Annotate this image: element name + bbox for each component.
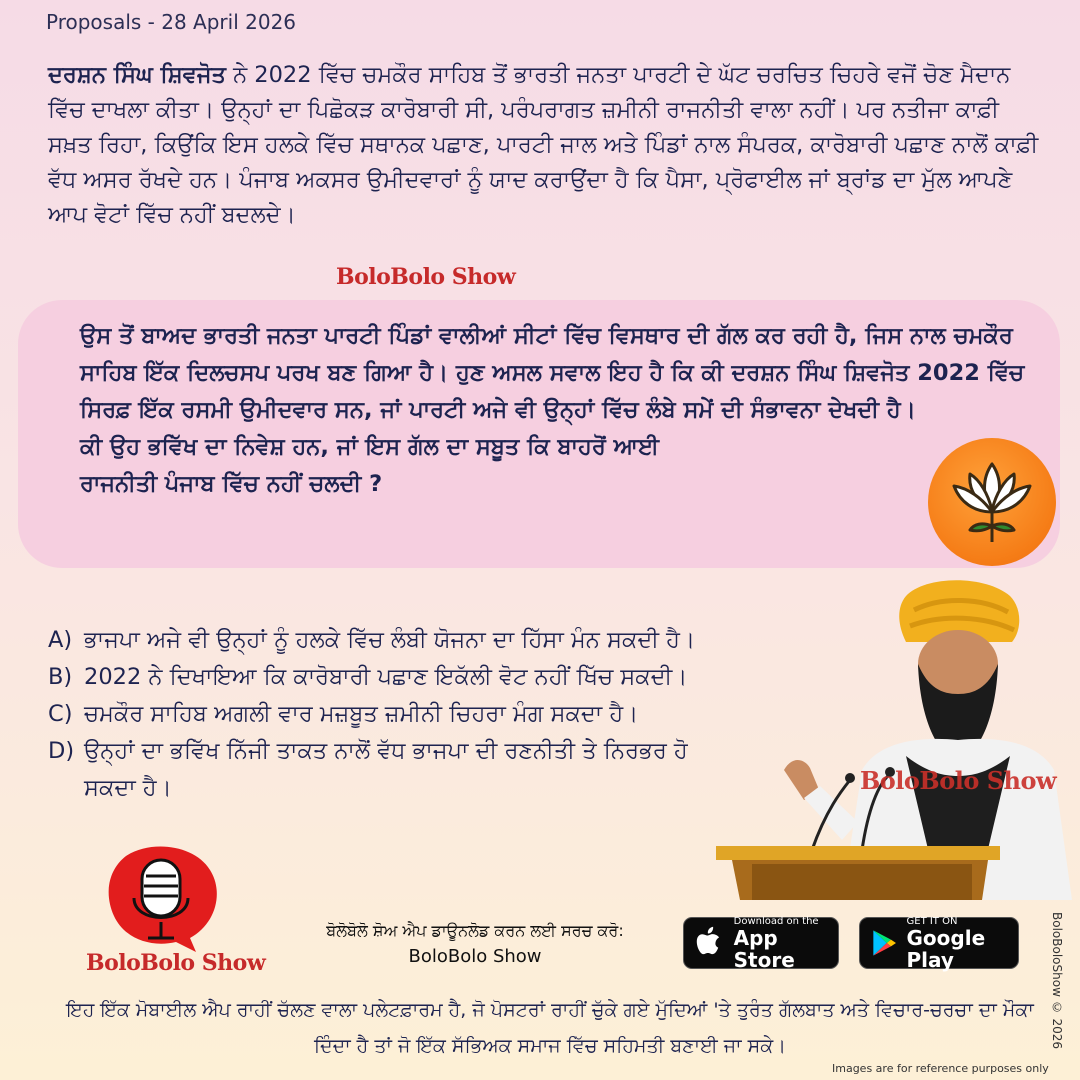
quote-line-3: ਰਾਜਨੀਤੀ ਪੰਜਾਬ ਵਿੱਚ ਨਹੀਂ ਚਲਦੀ ? (80, 471, 383, 497)
bjp-logo (928, 438, 1056, 566)
quote-text (80, 318, 1040, 503)
download-text (250, 918, 700, 970)
footer-text: ਇਹ ਇੱਕ ਮੋਬਾਈਲ ਐਪ ਰਾਹੀਂ ਚੱਲਣ ਵਾਲਾ ਪਲੇਟਫ਼ਾਰਮ ਹੈ, ਜੋ ਪੋਸਟਰਾਂ ਰਾਹੀਂ ਚੁੱਕੇ ਗਏ ਮੁੱਦਿਆਂ 'ਤੇ ਤੁਰੰਤ ਗੱਲਬਾਤ ਅਤੇ ਵਿਚਾਰ-ਚਰਚਾ ਦਾ ਮੌਕਾ ਦਿੰਦਾ ਹੈ ਤਾਂ ਜੋ ਇੱਕ ਸੱਭਿਅਕ ਸਮਾਜ ਵਿੱਚ ਸਹਿਮਤੀ ਬਣਾਈ ਜਾ ਸਕੇ। (66, 999, 1034, 1057)
option-c: C) ਚਮਕੌਰ ਸਾਹਿਬ ਅਗਲੀ ਵਾਰ ਮਜ਼ਬੂਤ ਜ਼ਮੀਨੀ ਚਿਹਰਾ ਮੰਗ ਸਕਦਾ ਹੈ। (48, 701, 639, 727)
quote-line-2: ਕੀ ਉਹ ਭਵਿੱਖ ਦਾ ਨਿਵੇਸ਼ ਹਨ, ਜਾਂ ਇਸ ਗੱਲ ਦਾ ਸਬੂਤ ਕਿ ਬਾਹਰੋਂ ਆਈ (80, 434, 659, 460)
option-b: B) 2022 ਨੇ ਦਿਖਾਇਆ ਕਿ ਕਾਰੋਬਾਰੀ ਪਛਾਣ ਇਕੱਲੀ ਵੋਟ ਨਹੀਂ ਖਿੱਚ ਸਕਦੀ। (48, 664, 688, 690)
app-store-button[interactable] (683, 915, 839, 972)
option-d: D) ਉਨ੍ਹਾਂ ਦਾ ਭਵਿੱਖ ਨਿੱਜੀ ਤਾਕਤ ਨਾਲੋਂ ਵੱਧ ਭਾਜਪਾ ਦੀ ਰਣਨੀਤੀ ਤੇ ਨਿਰਭਰ ਹੋ ਸਕਦਾ ਹੈ। (48, 738, 688, 801)
google-play-big-label: Google Play (906, 925, 986, 972)
intro-name: ਦਰਸ਼ਨ ਸਿੰਘ ਸ਼ਿਵਜੋਤ (48, 62, 226, 88)
reference-note: Images are for reference purposes only (832, 1062, 1049, 1075)
lotus-icon (928, 438, 1056, 566)
download-prompt: ਬੋਲੋਬੋਲੋ ਸ਼ੋਅ ਐਪ ਡਾਊਨਲੋਡ ਕਰਨ ਲਈ ਸਰਚ ਕਰੋ: (326, 921, 624, 940)
app-store-small-label: Download on the (733, 915, 819, 927)
app-store-big-label: App Store (733, 925, 795, 972)
podcast-logo (96, 846, 236, 954)
speaker-illustration (692, 560, 1078, 900)
google-play-small-label: GET IT ON (906, 915, 958, 927)
intro-paragraph (48, 58, 1048, 233)
google-play-button[interactable] (859, 915, 1019, 972)
brand-watermark-speaker: BoloBolo Show (860, 766, 1057, 795)
brand-logo-text: BoloBolo Show (86, 950, 266, 976)
apple-icon (694, 923, 726, 963)
brand-watermark-top: BoloBolo Show (336, 264, 516, 290)
google-play-icon (870, 925, 899, 961)
intro-body: ਨੇ 2022 ਵਿੱਚ ਚਮਕੌਰ ਸਾਹਿਬ ਤੋਂ ਭਾਰਤੀ ਜਨਤਾ ਪਾਰਟੀ ਦੇ ਘੱਟ ਚਰਚਿਤ ਚਿਹਰੇ ਵਜੋਂ ਚੋਣ ਮੈਦਾਨ ਵਿੱਚ ਦਾਖਲਾ ਕੀਤਾ। ਉਨ੍ਹਾਂ ਦਾ ਪਿਛੋਕੜ ਕਾਰੋਬਾਰੀ ਸੀ, ਪਰੰਪਰਾਗਤ ਜ਼ਮੀਨੀ ਰਾਜਨੀਤੀ ਵਾਲਾ ਨਹੀਂ। ਪਰ ਨਤੀਜਾ ਕਾਫ਼ੀ ਸਖ਼ਤ ਰਿਹਾ, ਕਿਉਂਕਿ ਇਸ ਹਲਕੇ ਵਿੱਚ ਸਥਾਨਕ ਪਛਾਣ, ਪਾਰਟੀ ਜਾਲ ਅਤੇ ਪਿੰਡਾਂ ਨਾਲ ਸੰਪਰਕ, ਕਾਰੋਬਾਰੀ ਪਛਾਣ ਨਾਲੋਂ ਕਾਫ਼ੀ ਵੱਧ ਅਸਰ ਰੱਖਦੇ ਹਨ। ਪੰਜਾਬ ਅਕਸਰ ਉਮੀਦਵਾਰਾਂ ਨੂੰ ਯਾਦ ਕਰਾਉਂਦਾ ਹੈ ਕਿ ਪੈਸਾ, ਪ੍ਰੋਫਾਈਲ ਜਾਂ ਬ੍ਰਾਂਡ ਦਾ ਮੁੱਲ ਆਪਣੇ ਆਪ ਵੋਟਾਂ ਵਿੱਚ ਨਹੀਂ ਬਦਲਦੇ। (48, 62, 1039, 228)
copyright-vertical: BoloBoloShow © 2026 (1050, 912, 1064, 1050)
option-a: A) ਭਾਜਪਾ ਅਜੇ ਵੀ ਉਨ੍ਹਾਂ ਨੂੰ ਹਲਕੇ ਵਿੱਚ ਲੰਬੀ ਯੋਜਨਾ ਦਾ ਹਿੱਸਾ ਮੰਨ ਸਕਦੀ ਹੈ। (48, 627, 696, 653)
download-app-name: BoloBolo Show (408, 946, 542, 967)
quote-paragraph: ਉਸ ਤੋਂ ਬਾਅਦ ਭਾਰਤੀ ਜਨਤਾ ਪਾਰਟੀ ਪਿੰਡਾਂ ਵਾਲੀਆਂ ਸੀਟਾਂ ਵਿੱਚ ਵਿਸਥਾਰ ਦੀ ਗੱਲ ਕਰ ਰਹੀ ਹੈ, ਜਿਸ ਨਾਲ ਚਮਕੌਰ ਸਾਹਿਬ ਇੱਕ ਦਿਲਚਸਪ ਪਰਖ ਬਣ ਗਿਆ ਹੈ। ਹੁਣ ਅਸਲ ਸਵਾਲ ਇਹ ਹੈ ਕਿ ਕੀ ਦਰਸ਼ਨ ਸਿੰਘ ਸ਼ਿਵਜੋਤ 2022 ਵਿੱਚ ਸਿਰਫ਼ ਇੱਕ ਰਸਮੀ ਉਮੀਦਵਾਰ ਸਨ, ਜਾਂ ਪਾਰਟੀ ਅਜੇ ਵੀ ਉਨ੍ਹਾਂ ਵਿੱਚ ਲੰਬੇ ਸਮੇਂ ਦੀ ਸੰਭਾਵਨਾ ਦੇਖਦੀ ਹੈ। (80, 323, 1025, 423)
header-date: Proposals - 28 April 2026 (46, 10, 297, 34)
